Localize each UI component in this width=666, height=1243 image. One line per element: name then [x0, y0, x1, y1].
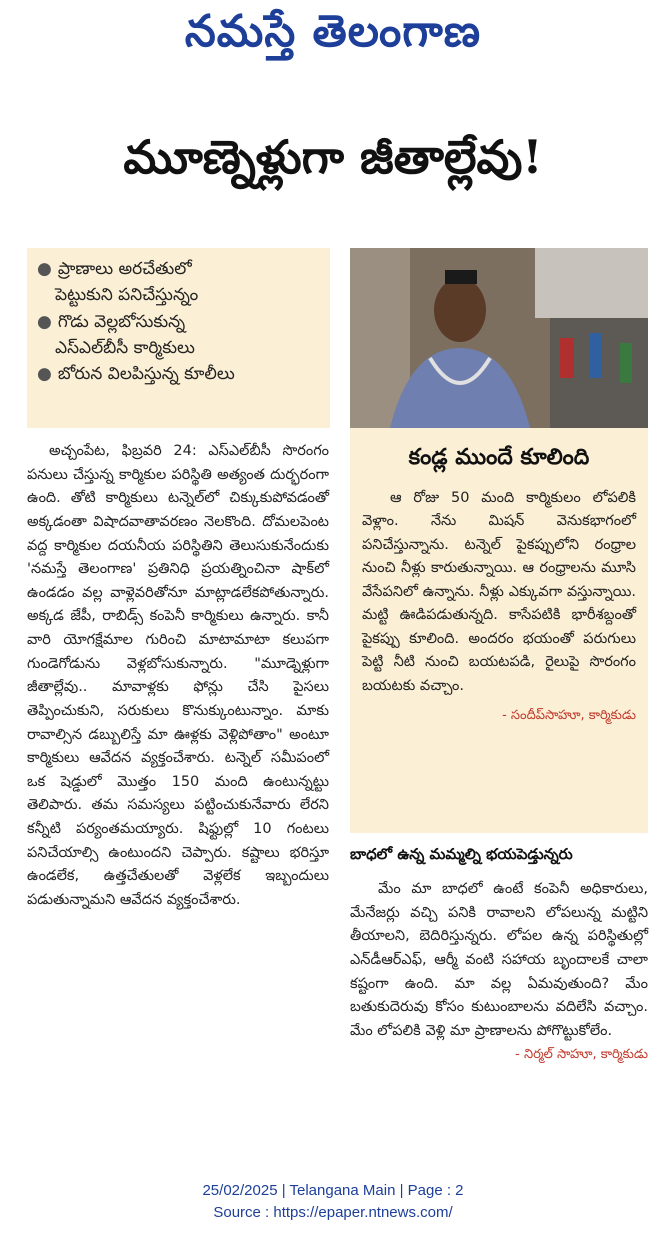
page-footer: [0, 1180, 666, 1224]
article-body: అచ్చంపేట, ఫిబ్రవరి 24: ఎస్‌ఎల్‌బీసీ సొరంగం పనులు చేస్తున్న కార్మికుల పరిస్థితి అత్యంత దుర్భరంగా ఉంది. తోటి కార్మికులు టన్నెల్‌లో చిక్కుకుపోవడంతో అక్కడంతా విషాదవాతావరణం నెలకొంది. దోమలపెంట వద్ద కార్మికుల దయనీయ పరిస్థితిని తెలుసుకునేందుకు 'నమస్తే తెలంగాణ' ప్రతినిధి ప్రయత్నించినా షాక్‌లో ఉండడం వల్ల వాళ్లెవరితోనూ మాట్లాడలేకపోతున్నారు. అక్కడ జేపీ, రాబిడ్స్ కంపెనీ కార్మికులు ఉన్నారు. కానీ వారి యోగక్షేమాల గురించి మాటామాటా కలుపగా గుండెగోడును వెళ్లబోసుకున్నారు. "మూడ్నెళ్లుగా జీతాల్లేవు.. మావాళ్లకు ఫోన్లు చేసి పైసలు తెప్పించుకుని, సరుకులు కొనుక్కుంటున్నాం. మాకు రావాల్సిన డబ్బులిస్తే మా ఊళ్లకు వెళ్లిపోతాం" అంటూ కార్మికులు ఆవేదన వ్యక్తంచేశారు. టన్నెల్ సమీపంలో ఒక షెడ్డులో మొత్తం 150 మంది ఉంటున్నట్టు తెలిపారు. తమ సమస్యలు పట్టించుకునేవారు లేరని కన్నీటి పర్యంతమయ్యారు. షిఫ్టుల్లో 10 గంటలు పనిచేయాల్సి ఉంటుందని చెప్పారు. కష్టాలు భరిస్తూ ఉండలేక, ఉత్తచేతులతో వెళ్లలేక ఇబ్బందులు పడుతున్నామని ఆవేదన వ్యక్తంచేశారు.: [27, 443, 329, 908]
highlight-text: బోరున విలపిస్తున్న కూలీలు: [57, 364, 235, 385]
sub-article-signature: - నిర్మల్ సాహూ, కార్మికుడు: [515, 1047, 648, 1063]
masthead: [0, 0, 666, 80]
highlight-item: [37, 256, 320, 309]
highlight-text: ప్రాణాలు అరచేతులో: [57, 259, 192, 279]
quote-signature: - సందీప్‌సాహూ, కార్మికుడు: [502, 708, 636, 724]
worker-photo: [350, 248, 648, 428]
sub-article-heading: బాధలో ఉన్న మమ్మల్ని భయపెడ్తున్నరు: [350, 845, 573, 863]
bullet-icon: ●: [37, 259, 52, 279]
quote-box: [350, 428, 648, 833]
sub-article-body: మేం మా బాధలో ఉంటే కంపెనీ అధికారులు, మేనేజర్లు వచ్చి పనికి రావాలని లోపలున్న మట్టిని తీయాలని, బెదిరిస్తున్నరు. లోపల ఉన్న పరిస్థితుల్లో ఎన్‌డీఆర్‌ఎఫ్, ఆర్మీ వంటి సహాయ బృందాలకే చాలా కష్టంగా ఉంది. మా వల్ల ఏమవుతుంది? మేం బతుకుదెరువు కోసం కుటుంబాలను వదిలేసి వచ్చాం. మేం లోపలికి వెళ్లి మా ప్రాణాలను పోగొట్టుకోలేం.: [350, 881, 648, 1039]
sub-article: [350, 878, 648, 1067]
footer-source-line: Source : https://epaper.ntnews.com/: [213, 1203, 453, 1221]
highlight-text: గొడు వెల్లబోసుకున్న: [57, 311, 186, 332]
highlights-box: [27, 248, 330, 428]
highlight-item: [37, 361, 320, 387]
main-article: [27, 440, 329, 913]
article-headline: మూణ్నెళ్లుగా జీతాల్లేవు!: [123, 130, 543, 184]
newspaper-title: నమస్తే తెలంగాణ: [184, 6, 482, 57]
quote-title: కండ్ల ముందే కూలింది: [408, 444, 590, 470]
bullet-icon: ●: [37, 364, 52, 385]
highlight-text: పెట్టుకుని పనిచేస్తున్నం: [55, 285, 199, 306]
worker-photo-icon: [350, 248, 648, 428]
highlight-item: [37, 309, 320, 362]
bullet-icon: ●: [37, 311, 52, 332]
footer-date-line: 25/02/2025 | Telangana Main | Page : 2: [202, 1182, 464, 1199]
quote-text: ఆ రోజు 50 మంది కార్మికులం లోపలికి వెళ్లాం. నేను మిషన్ వెనుకభాగంలో పనిచేస్తున్నాను. టన్నెల్ పైకప్పులోని రంధ్రాల నుంచి నీళ్లు కారుతున్నాయి. ఆ రంధ్రాలను మూసి వేసేపనిలో ఉన్నాను. నీళ్లు ఎక్కువగా వస్తున్నాయి. మట్టి ఊడిపడుతున్నది. కాసేపటికి భారీశబ్దంతో పైకప్పు కూలింది. అందరం భయంతో పరుగులు పెట్టి నీటి నుంచి బయటపడి, రైలుపై సొరంగం బయటకు వచ్చాం.: [362, 490, 636, 694]
highlight-text: ఎస్‌ఎల్‌బీసీ కార్మికులు: [55, 338, 195, 359]
